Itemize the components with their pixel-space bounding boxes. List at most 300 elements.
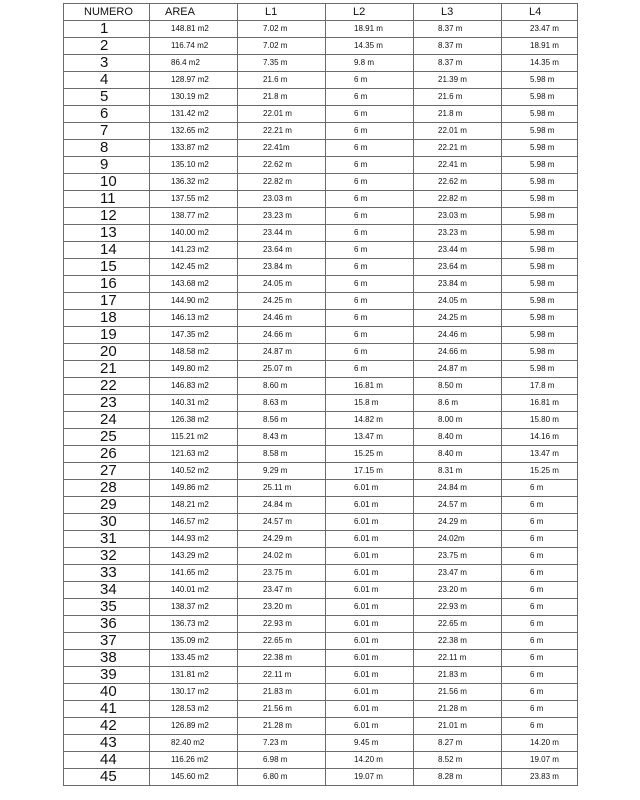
cell-l4: 5.98 m bbox=[502, 208, 578, 225]
cell-l4: 6 m bbox=[502, 650, 578, 667]
cell-l2: 6 m bbox=[326, 310, 414, 327]
cell-numero: 41 bbox=[64, 701, 150, 718]
cell-l2: 6 m bbox=[326, 242, 414, 259]
cell-l1: 22.65 m bbox=[238, 633, 326, 650]
table-row bbox=[64, 225, 578, 242]
cell-l1: 22.93 m bbox=[238, 616, 326, 633]
cell-l4: 6 m bbox=[502, 718, 578, 735]
cell-area: 130.17 m2 bbox=[150, 684, 238, 701]
cell-l3: 24.29 m bbox=[414, 514, 502, 531]
cell-l1: 23.47 m bbox=[238, 582, 326, 599]
cell-l1: 21.56 m bbox=[238, 701, 326, 718]
cell-l4: 5.98 m bbox=[502, 225, 578, 242]
table-row bbox=[64, 548, 578, 565]
cell-area: 143.68 m2 bbox=[150, 276, 238, 293]
cell-numero: 1 bbox=[64, 21, 150, 38]
cell-l3: 21.8 m bbox=[414, 106, 502, 123]
cell-l3: 22.11 m bbox=[414, 650, 502, 667]
cell-l4: 15.25 m bbox=[502, 463, 578, 480]
cell-numero: 15 bbox=[64, 259, 150, 276]
table-row bbox=[64, 412, 578, 429]
table-row bbox=[64, 191, 578, 208]
cell-l3: 24.46 m bbox=[414, 327, 502, 344]
cell-l1: 21.8 m bbox=[238, 89, 326, 106]
cell-area: 146.13 m2 bbox=[150, 310, 238, 327]
cell-l1: 22.62 m bbox=[238, 157, 326, 174]
cell-l1: 24.66 m bbox=[238, 327, 326, 344]
cell-area: 116.74 m2 bbox=[150, 38, 238, 55]
cell-l4: 14.35 m bbox=[502, 55, 578, 72]
cell-area: 130.19 m2 bbox=[150, 89, 238, 106]
cell-area: 147.35 m2 bbox=[150, 327, 238, 344]
cell-l3: 8.40 m bbox=[414, 446, 502, 463]
table-row bbox=[64, 361, 578, 378]
cell-area: 135.09 m2 bbox=[150, 633, 238, 650]
cell-l1: 24.02 m bbox=[238, 548, 326, 565]
cell-numero: 2 bbox=[64, 38, 150, 55]
cell-l2: 6.01 m bbox=[326, 616, 414, 633]
cell-area: 142.45 m2 bbox=[150, 259, 238, 276]
cell-l4: 6 m bbox=[502, 565, 578, 582]
cell-l3: 22.41 m bbox=[414, 157, 502, 174]
cell-area: 137.55 m2 bbox=[150, 191, 238, 208]
cell-l4: 6 m bbox=[502, 667, 578, 684]
cell-numero: 38 bbox=[64, 650, 150, 667]
cell-l3: 8.00 m bbox=[414, 412, 502, 429]
cell-l4: 6 m bbox=[502, 599, 578, 616]
cell-l2: 6 m bbox=[326, 174, 414, 191]
cell-l3: 23.20 m bbox=[414, 582, 502, 599]
table-row bbox=[64, 140, 578, 157]
cell-l1: 21.28 m bbox=[238, 718, 326, 735]
cell-l4: 6 m bbox=[502, 684, 578, 701]
cell-area: 143.29 m2 bbox=[150, 548, 238, 565]
cell-area: 115.21 m2 bbox=[150, 429, 238, 446]
cell-l1: 21.83 m bbox=[238, 684, 326, 701]
cell-area: 136.32 m2 bbox=[150, 174, 238, 191]
cell-l1: 21.6 m bbox=[238, 72, 326, 89]
cell-l4: 6 m bbox=[502, 701, 578, 718]
cell-area: 126.89 m2 bbox=[150, 718, 238, 735]
table-row bbox=[64, 89, 578, 106]
cell-l4: 15.80 m bbox=[502, 412, 578, 429]
cell-l2: 6 m bbox=[326, 225, 414, 242]
cell-numero: 42 bbox=[64, 718, 150, 735]
cell-l1: 23.84 m bbox=[238, 259, 326, 276]
cell-l1: 7.02 m bbox=[238, 21, 326, 38]
cell-area: 145.60 m2 bbox=[150, 769, 238, 786]
cell-area: 116.26 m2 bbox=[150, 752, 238, 769]
cell-area: 131.42 m2 bbox=[150, 106, 238, 123]
cell-numero: 10 bbox=[64, 174, 150, 191]
cell-l2: 6 m bbox=[326, 123, 414, 140]
table-row bbox=[64, 701, 578, 718]
cell-l4: 17.8 m bbox=[502, 378, 578, 395]
cell-numero: 6 bbox=[64, 106, 150, 123]
cell-l4: 16.81 m bbox=[502, 395, 578, 412]
cell-l2: 6.01 m bbox=[326, 480, 414, 497]
cell-l4: 5.98 m bbox=[502, 174, 578, 191]
cell-numero: 30 bbox=[64, 514, 150, 531]
cell-l2: 6.01 m bbox=[326, 531, 414, 548]
cell-area: 141.23 m2 bbox=[150, 242, 238, 259]
cell-l1: 22.11 m bbox=[238, 667, 326, 684]
cell-area: 135.10 m2 bbox=[150, 157, 238, 174]
table-row bbox=[64, 565, 578, 582]
cell-l3: 22.82 m bbox=[414, 191, 502, 208]
cell-l1: 24.29 m bbox=[238, 531, 326, 548]
cell-l3: 24.57 m bbox=[414, 497, 502, 514]
cell-numero: 14 bbox=[64, 242, 150, 259]
cell-l1: 23.03 m bbox=[238, 191, 326, 208]
cell-l2: 19.07 m bbox=[326, 769, 414, 786]
cell-l4: 5.98 m bbox=[502, 106, 578, 123]
cell-numero: 22 bbox=[64, 378, 150, 395]
cell-numero: 33 bbox=[64, 565, 150, 582]
cell-l3: 22.38 m bbox=[414, 633, 502, 650]
cell-l1: 23.75 m bbox=[238, 565, 326, 582]
table-row bbox=[64, 463, 578, 480]
cell-l1: 24.84 m bbox=[238, 497, 326, 514]
cell-numero: 19 bbox=[64, 327, 150, 344]
cell-l3: 24.05 m bbox=[414, 293, 502, 310]
cell-l4: 5.98 m bbox=[502, 72, 578, 89]
cell-numero: 16 bbox=[64, 276, 150, 293]
cell-l2: 6.01 m bbox=[326, 650, 414, 667]
cell-area: 140.00 m2 bbox=[150, 225, 238, 242]
cell-l3: 8.31 m bbox=[414, 463, 502, 480]
table-row bbox=[64, 650, 578, 667]
cell-l2: 6.01 m bbox=[326, 667, 414, 684]
cell-l4: 6 m bbox=[502, 514, 578, 531]
cell-area: 82.40 m2 bbox=[150, 735, 238, 752]
cell-numero: 35 bbox=[64, 599, 150, 616]
cell-l3: 24.66 m bbox=[414, 344, 502, 361]
cell-l2: 6 m bbox=[326, 344, 414, 361]
cell-l4: 23.47 m bbox=[502, 21, 578, 38]
cell-l3: 21.39 m bbox=[414, 72, 502, 89]
table-row bbox=[64, 106, 578, 123]
cell-numero: 18 bbox=[64, 310, 150, 327]
cell-area: 128.97 m2 bbox=[150, 72, 238, 89]
cell-numero: 11 bbox=[64, 191, 150, 208]
cell-l4: 6 m bbox=[502, 616, 578, 633]
cell-numero: 13 bbox=[64, 225, 150, 242]
header-numero: NUMERO bbox=[64, 4, 150, 21]
table-row bbox=[64, 480, 578, 497]
cell-area: 86.4 m2 bbox=[150, 55, 238, 72]
cell-area: 144.90 m2 bbox=[150, 293, 238, 310]
table-row bbox=[64, 208, 578, 225]
cell-area: 140.01 m2 bbox=[150, 582, 238, 599]
cell-l3: 21.6 m bbox=[414, 89, 502, 106]
cell-l4: 5.98 m bbox=[502, 242, 578, 259]
cell-numero: 40 bbox=[64, 684, 150, 701]
cell-l2: 6 m bbox=[326, 191, 414, 208]
cell-numero: 29 bbox=[64, 497, 150, 514]
cell-l1: 23.23 m bbox=[238, 208, 326, 225]
cell-l3: 8.28 m bbox=[414, 769, 502, 786]
cell-l2: 6 m bbox=[326, 106, 414, 123]
cell-l4: 6 m bbox=[502, 480, 578, 497]
cell-l4: 6 m bbox=[502, 582, 578, 599]
table-row bbox=[64, 38, 578, 55]
cell-l4: 5.98 m bbox=[502, 276, 578, 293]
cell-area: 121.63 m2 bbox=[150, 446, 238, 463]
cell-l3: 23.44 m bbox=[414, 242, 502, 259]
cell-l1: 23.20 m bbox=[238, 599, 326, 616]
cell-numero: 28 bbox=[64, 480, 150, 497]
table-row bbox=[64, 718, 578, 735]
cell-l1: 24.87 m bbox=[238, 344, 326, 361]
cell-l1: 8.43 m bbox=[238, 429, 326, 446]
cell-numero: 5 bbox=[64, 89, 150, 106]
cell-numero: 24 bbox=[64, 412, 150, 429]
table-row bbox=[64, 514, 578, 531]
cell-l4: 6 m bbox=[502, 633, 578, 650]
table-row bbox=[64, 599, 578, 616]
cell-l4: 5.98 m bbox=[502, 157, 578, 174]
table-row bbox=[64, 446, 578, 463]
cell-numero: 4 bbox=[64, 72, 150, 89]
cell-numero: 23 bbox=[64, 395, 150, 412]
cell-l4: 5.98 m bbox=[502, 361, 578, 378]
cell-l2: 6.01 m bbox=[326, 718, 414, 735]
cell-l3: 23.64 m bbox=[414, 259, 502, 276]
table-row bbox=[64, 395, 578, 412]
cell-numero: 21 bbox=[64, 361, 150, 378]
table-row bbox=[64, 259, 578, 276]
cell-l2: 15.25 m bbox=[326, 446, 414, 463]
cell-l2: 17.15 m bbox=[326, 463, 414, 480]
cell-numero: 7 bbox=[64, 123, 150, 140]
cell-l2: 6 m bbox=[326, 157, 414, 174]
table-row bbox=[64, 769, 578, 786]
cell-l1: 24.46 m bbox=[238, 310, 326, 327]
cell-l2: 14.20 m bbox=[326, 752, 414, 769]
table-row bbox=[64, 174, 578, 191]
cell-l1: 7.02 m bbox=[238, 38, 326, 55]
cell-l4: 14.20 m bbox=[502, 735, 578, 752]
cell-numero: 32 bbox=[64, 548, 150, 565]
cell-l3: 24.25 m bbox=[414, 310, 502, 327]
cell-l4: 5.98 m bbox=[502, 140, 578, 157]
table-row bbox=[64, 310, 578, 327]
cell-l2: 6 m bbox=[326, 293, 414, 310]
cell-l4: 5.98 m bbox=[502, 327, 578, 344]
cell-l3: 8.37 m bbox=[414, 21, 502, 38]
cell-l2: 6 m bbox=[326, 361, 414, 378]
cell-numero: 37 bbox=[64, 633, 150, 650]
header-l4: L4 bbox=[502, 4, 578, 21]
cell-area: 140.52 m2 bbox=[150, 463, 238, 480]
cell-area: 148.21 m2 bbox=[150, 497, 238, 514]
cell-area: 146.57 m2 bbox=[150, 514, 238, 531]
cell-l2: 16.81 m bbox=[326, 378, 414, 395]
table-row bbox=[64, 616, 578, 633]
cell-l2: 9.8 m bbox=[326, 55, 414, 72]
cell-l2: 6.01 m bbox=[326, 633, 414, 650]
cell-area: 128.53 m2 bbox=[150, 701, 238, 718]
table-row bbox=[64, 123, 578, 140]
cell-l3: 23.03 m bbox=[414, 208, 502, 225]
cell-l4: 13.47 m bbox=[502, 446, 578, 463]
cell-l4: 5.98 m bbox=[502, 344, 578, 361]
table-row bbox=[64, 684, 578, 701]
cell-l1: 22.21 m bbox=[238, 123, 326, 140]
cell-l3: 21.83 m bbox=[414, 667, 502, 684]
cell-l3: 21.01 m bbox=[414, 718, 502, 735]
table-row bbox=[64, 344, 578, 361]
table-row bbox=[64, 752, 578, 769]
cell-numero: 20 bbox=[64, 344, 150, 361]
cell-l2: 6 m bbox=[326, 276, 414, 293]
cell-l2: 6.01 m bbox=[326, 701, 414, 718]
cell-l3: 8.37 m bbox=[414, 55, 502, 72]
cell-l1: 6.98 m bbox=[238, 752, 326, 769]
cell-l4: 5.98 m bbox=[502, 123, 578, 140]
cell-l3: 23.47 m bbox=[414, 565, 502, 582]
cell-l2: 6.01 m bbox=[326, 582, 414, 599]
cell-l3: 23.84 m bbox=[414, 276, 502, 293]
table-row bbox=[64, 157, 578, 174]
cell-l3: 8.37 m bbox=[414, 38, 502, 55]
cell-l3: 24.87 m bbox=[414, 361, 502, 378]
cell-area: 126.38 m2 bbox=[150, 412, 238, 429]
cell-l4: 5.98 m bbox=[502, 89, 578, 106]
cell-l2: 6.01 m bbox=[326, 548, 414, 565]
header-l3: L3 bbox=[414, 4, 502, 21]
cell-area: 131.81 m2 bbox=[150, 667, 238, 684]
cell-numero: 17 bbox=[64, 293, 150, 310]
table-row bbox=[64, 293, 578, 310]
cell-l2: 6 m bbox=[326, 327, 414, 344]
table-row bbox=[64, 531, 578, 548]
cell-l4: 6 m bbox=[502, 497, 578, 514]
cell-l1: 23.64 m bbox=[238, 242, 326, 259]
cell-l1: 22.82 m bbox=[238, 174, 326, 191]
table-row bbox=[64, 735, 578, 752]
cell-area: 136.73 m2 bbox=[150, 616, 238, 633]
header-l2: L2 bbox=[326, 4, 414, 21]
cell-numero: 12 bbox=[64, 208, 150, 225]
cell-l2: 6.01 m bbox=[326, 514, 414, 531]
cell-l4: 5.98 m bbox=[502, 310, 578, 327]
cell-area: 146.83 m2 bbox=[150, 378, 238, 395]
cell-area: 140.31 m2 bbox=[150, 395, 238, 412]
cell-l3: 23.23 m bbox=[414, 225, 502, 242]
cell-l3: 22.62 m bbox=[414, 174, 502, 191]
cell-area: 148.58 m2 bbox=[150, 344, 238, 361]
cell-l3: 24.02m bbox=[414, 531, 502, 548]
cell-l2: 6 m bbox=[326, 72, 414, 89]
cell-area: 138.77 m2 bbox=[150, 208, 238, 225]
cell-l2: 6 m bbox=[326, 259, 414, 276]
cell-l2: 14.82 m bbox=[326, 412, 414, 429]
header-l1: L1 bbox=[238, 4, 326, 21]
cell-l4: 14.16 m bbox=[502, 429, 578, 446]
cell-l2: 15.8 m bbox=[326, 395, 414, 412]
cell-l4: 5.98 m bbox=[502, 191, 578, 208]
cell-l1: 9.29 m bbox=[238, 463, 326, 480]
table-row bbox=[64, 667, 578, 684]
cell-l1: 7.23 m bbox=[238, 735, 326, 752]
table-row bbox=[64, 55, 578, 72]
cell-l1: 6.80 m bbox=[238, 769, 326, 786]
cell-l2: 6 m bbox=[326, 140, 414, 157]
cell-l3: 8.27 m bbox=[414, 735, 502, 752]
header-row bbox=[64, 4, 578, 21]
cell-l2: 6.01 m bbox=[326, 565, 414, 582]
cell-l3: 22.65 m bbox=[414, 616, 502, 633]
cell-l1: 24.05 m bbox=[238, 276, 326, 293]
cell-l4: 6 m bbox=[502, 531, 578, 548]
cell-l2: 18.91 m bbox=[326, 21, 414, 38]
cell-l3: 21.28 m bbox=[414, 701, 502, 718]
cell-l2: 6.01 m bbox=[326, 599, 414, 616]
cell-l1: 25.07 m bbox=[238, 361, 326, 378]
table-row bbox=[64, 633, 578, 650]
cell-l4: 19.07 m bbox=[502, 752, 578, 769]
cell-l2: 6 m bbox=[326, 208, 414, 225]
table-body bbox=[64, 21, 578, 786]
header-area: AREA bbox=[150, 4, 238, 21]
cell-l4: 6 m bbox=[502, 548, 578, 565]
cell-area: 132.65 m2 bbox=[150, 123, 238, 140]
cell-l4: 5.98 m bbox=[502, 293, 578, 310]
cell-area: 141.65 m2 bbox=[150, 565, 238, 582]
table-row bbox=[64, 378, 578, 395]
cell-l2: 13.47 m bbox=[326, 429, 414, 446]
cell-numero: 26 bbox=[64, 446, 150, 463]
cell-numero: 45 bbox=[64, 769, 150, 786]
cell-l1: 8.60 m bbox=[238, 378, 326, 395]
cell-l4: 18.91 m bbox=[502, 38, 578, 55]
cell-l2: 6 m bbox=[326, 89, 414, 106]
cell-area: 149.80 m2 bbox=[150, 361, 238, 378]
table-row bbox=[64, 276, 578, 293]
cell-l1: 8.63 m bbox=[238, 395, 326, 412]
cell-l4: 5.98 m bbox=[502, 259, 578, 276]
cell-l1: 23.44 m bbox=[238, 225, 326, 242]
cell-l2: 6.01 m bbox=[326, 684, 414, 701]
table-row bbox=[64, 327, 578, 344]
cell-l2: 6.01 m bbox=[326, 497, 414, 514]
cell-numero: 43 bbox=[64, 735, 150, 752]
cell-l3: 22.01 m bbox=[414, 123, 502, 140]
cell-numero: 34 bbox=[64, 582, 150, 599]
cell-l1: 24.57 m bbox=[238, 514, 326, 531]
cell-numero: 25 bbox=[64, 429, 150, 446]
cell-l3: 22.93 m bbox=[414, 599, 502, 616]
cell-area: 133.87 m2 bbox=[150, 140, 238, 157]
cell-l4: 23.83 m bbox=[502, 769, 578, 786]
cell-l1: 8.58 m bbox=[238, 446, 326, 463]
cell-l3: 23.75 m bbox=[414, 548, 502, 565]
cell-l3: 8.50 m bbox=[414, 378, 502, 395]
cell-l2: 14.35 m bbox=[326, 38, 414, 55]
cell-l2: 9.45 m bbox=[326, 735, 414, 752]
cell-l1: 22.38 m bbox=[238, 650, 326, 667]
table-row bbox=[64, 582, 578, 599]
cell-numero: 27 bbox=[64, 463, 150, 480]
cell-numero: 31 bbox=[64, 531, 150, 548]
cell-area: 144.93 m2 bbox=[150, 531, 238, 548]
cell-numero: 3 bbox=[64, 55, 150, 72]
cell-l1: 25.11 m bbox=[238, 480, 326, 497]
cell-numero: 8 bbox=[64, 140, 150, 157]
cell-area: 133.45 m2 bbox=[150, 650, 238, 667]
